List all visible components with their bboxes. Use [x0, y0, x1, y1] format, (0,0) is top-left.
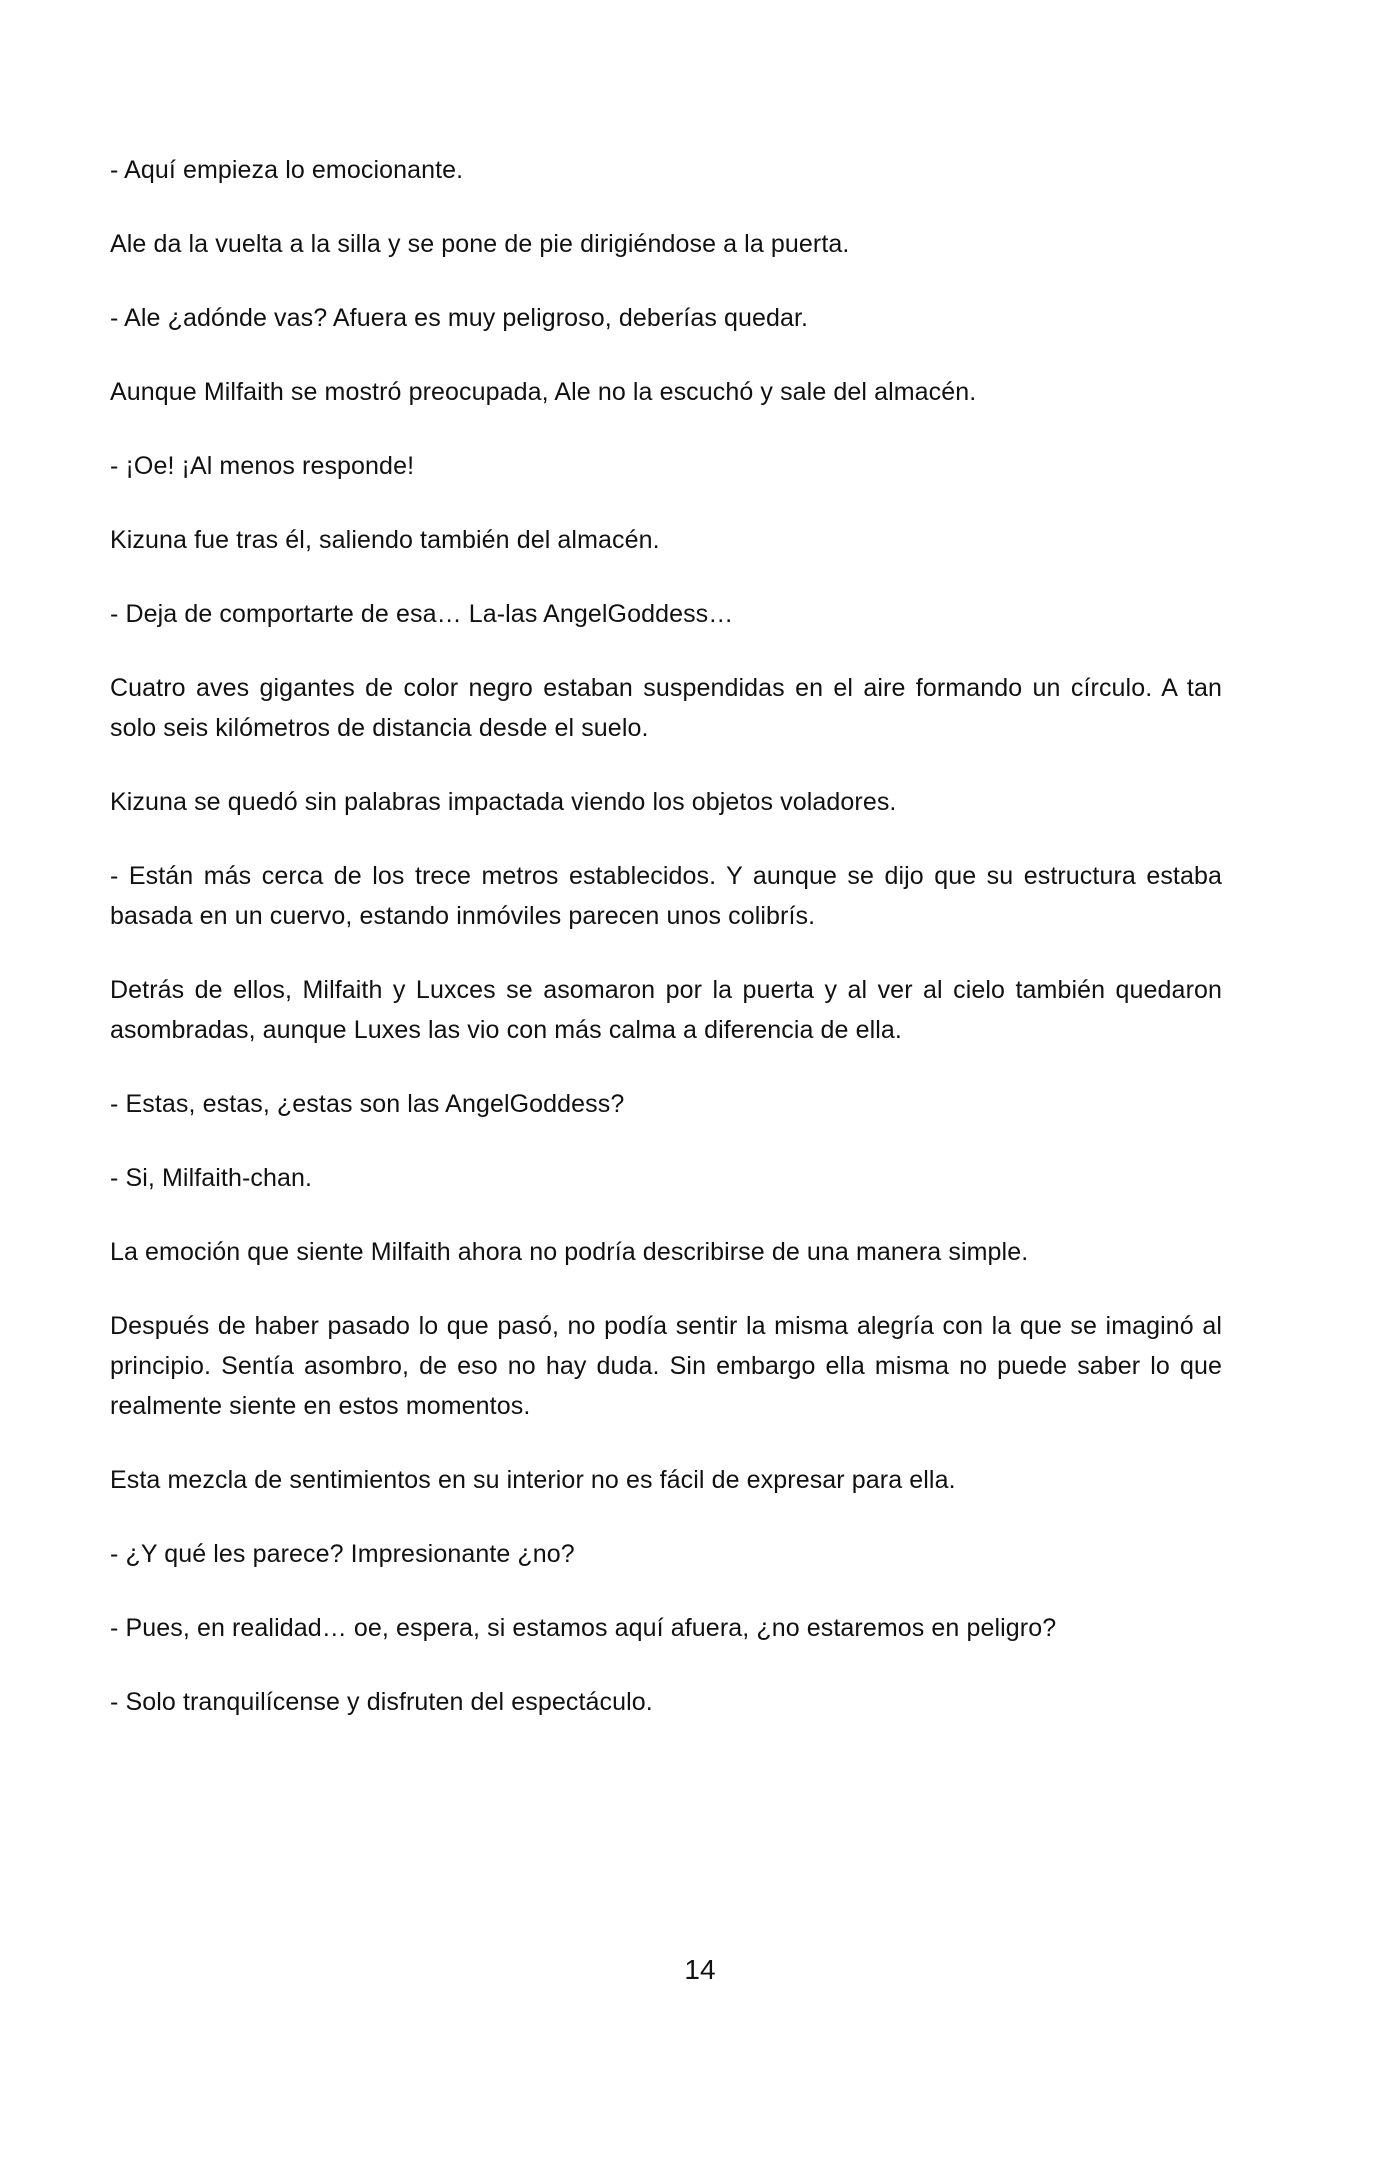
paragraph: Después de haber pasado lo que pasó, no podía sentir la misma alegría con la que se imaginó al principio. Sentía asombro, de eso no hay duda. Sin embargo ella misma no puede saber lo que realmente siente en estos momentos.: [110, 1312, 1222, 1420]
paragraph: - Aquí empieza lo emocionante.: [110, 156, 464, 184]
paragraph: Esta mezcla de sentimientos en su interior no es fácil de expresar para ella.: [110, 1466, 956, 1494]
paragraph: - Estas, estas, ¿estas son las AngelGoddess?: [110, 1090, 625, 1118]
paragraph: - ¡Oe! ¡Al menos responde!: [110, 452, 415, 480]
paragraph: La emoción que siente Milfaith ahora no podría describirse de una manera simple.: [110, 1238, 1029, 1266]
paragraph: - Ale ¿adónde vas? Afuera es muy peligroso, deberías quedar.: [110, 304, 809, 332]
paragraph: - ¿Y qué les parece? Impresionante ¿no?: [110, 1540, 575, 1568]
paragraph: - Si, Milfaith-chan.: [110, 1164, 313, 1192]
paragraph: Kizuna se quedó sin palabras impactada viendo los objetos voladores.: [110, 788, 897, 816]
paragraph: - Solo tranquilícense y disfruten del espectáculo.: [110, 1688, 653, 1716]
paragraph: Cuatro aves gigantes de color negro estaban suspendidas en el aire formando un círculo. A tan solo seis kilómetros de distancia desde el suelo.: [110, 674, 1222, 742]
paragraph: Detrás de ellos, Milfaith y Luxces se asomaron por la puerta y al ver al cielo también quedaron asombradas, aunque Luxes las vio con más calma a diferencia de ella.: [110, 976, 1222, 1044]
paragraph: - Deja de comportarte de esa… La-las AngelGoddess…: [110, 600, 734, 628]
page-number: 14: [684, 1954, 716, 1985]
paragraph: - Pues, en realidad… oe, espera, si estamos aquí afuera, ¿no estaremos en peligro?: [110, 1614, 1057, 1642]
paragraph: Aunque Milfaith se mostró preocupada, Ale no la escuchó y sale del almacén.: [110, 378, 977, 406]
paragraph: - Están más cerca de los trece metros establecidos. Y aunque se dijo que su estructura estaba basada en un cuervo, estando inmóviles parecen unos colibrís.: [110, 862, 1222, 930]
paragraph: Ale da la vuelta a la silla y se pone de pie dirigiéndose a la puerta.: [110, 230, 850, 258]
body-text: [110, 150, 1222, 1756]
paragraph: Kizuna fue tras él, saliendo también del almacén.: [110, 526, 660, 554]
